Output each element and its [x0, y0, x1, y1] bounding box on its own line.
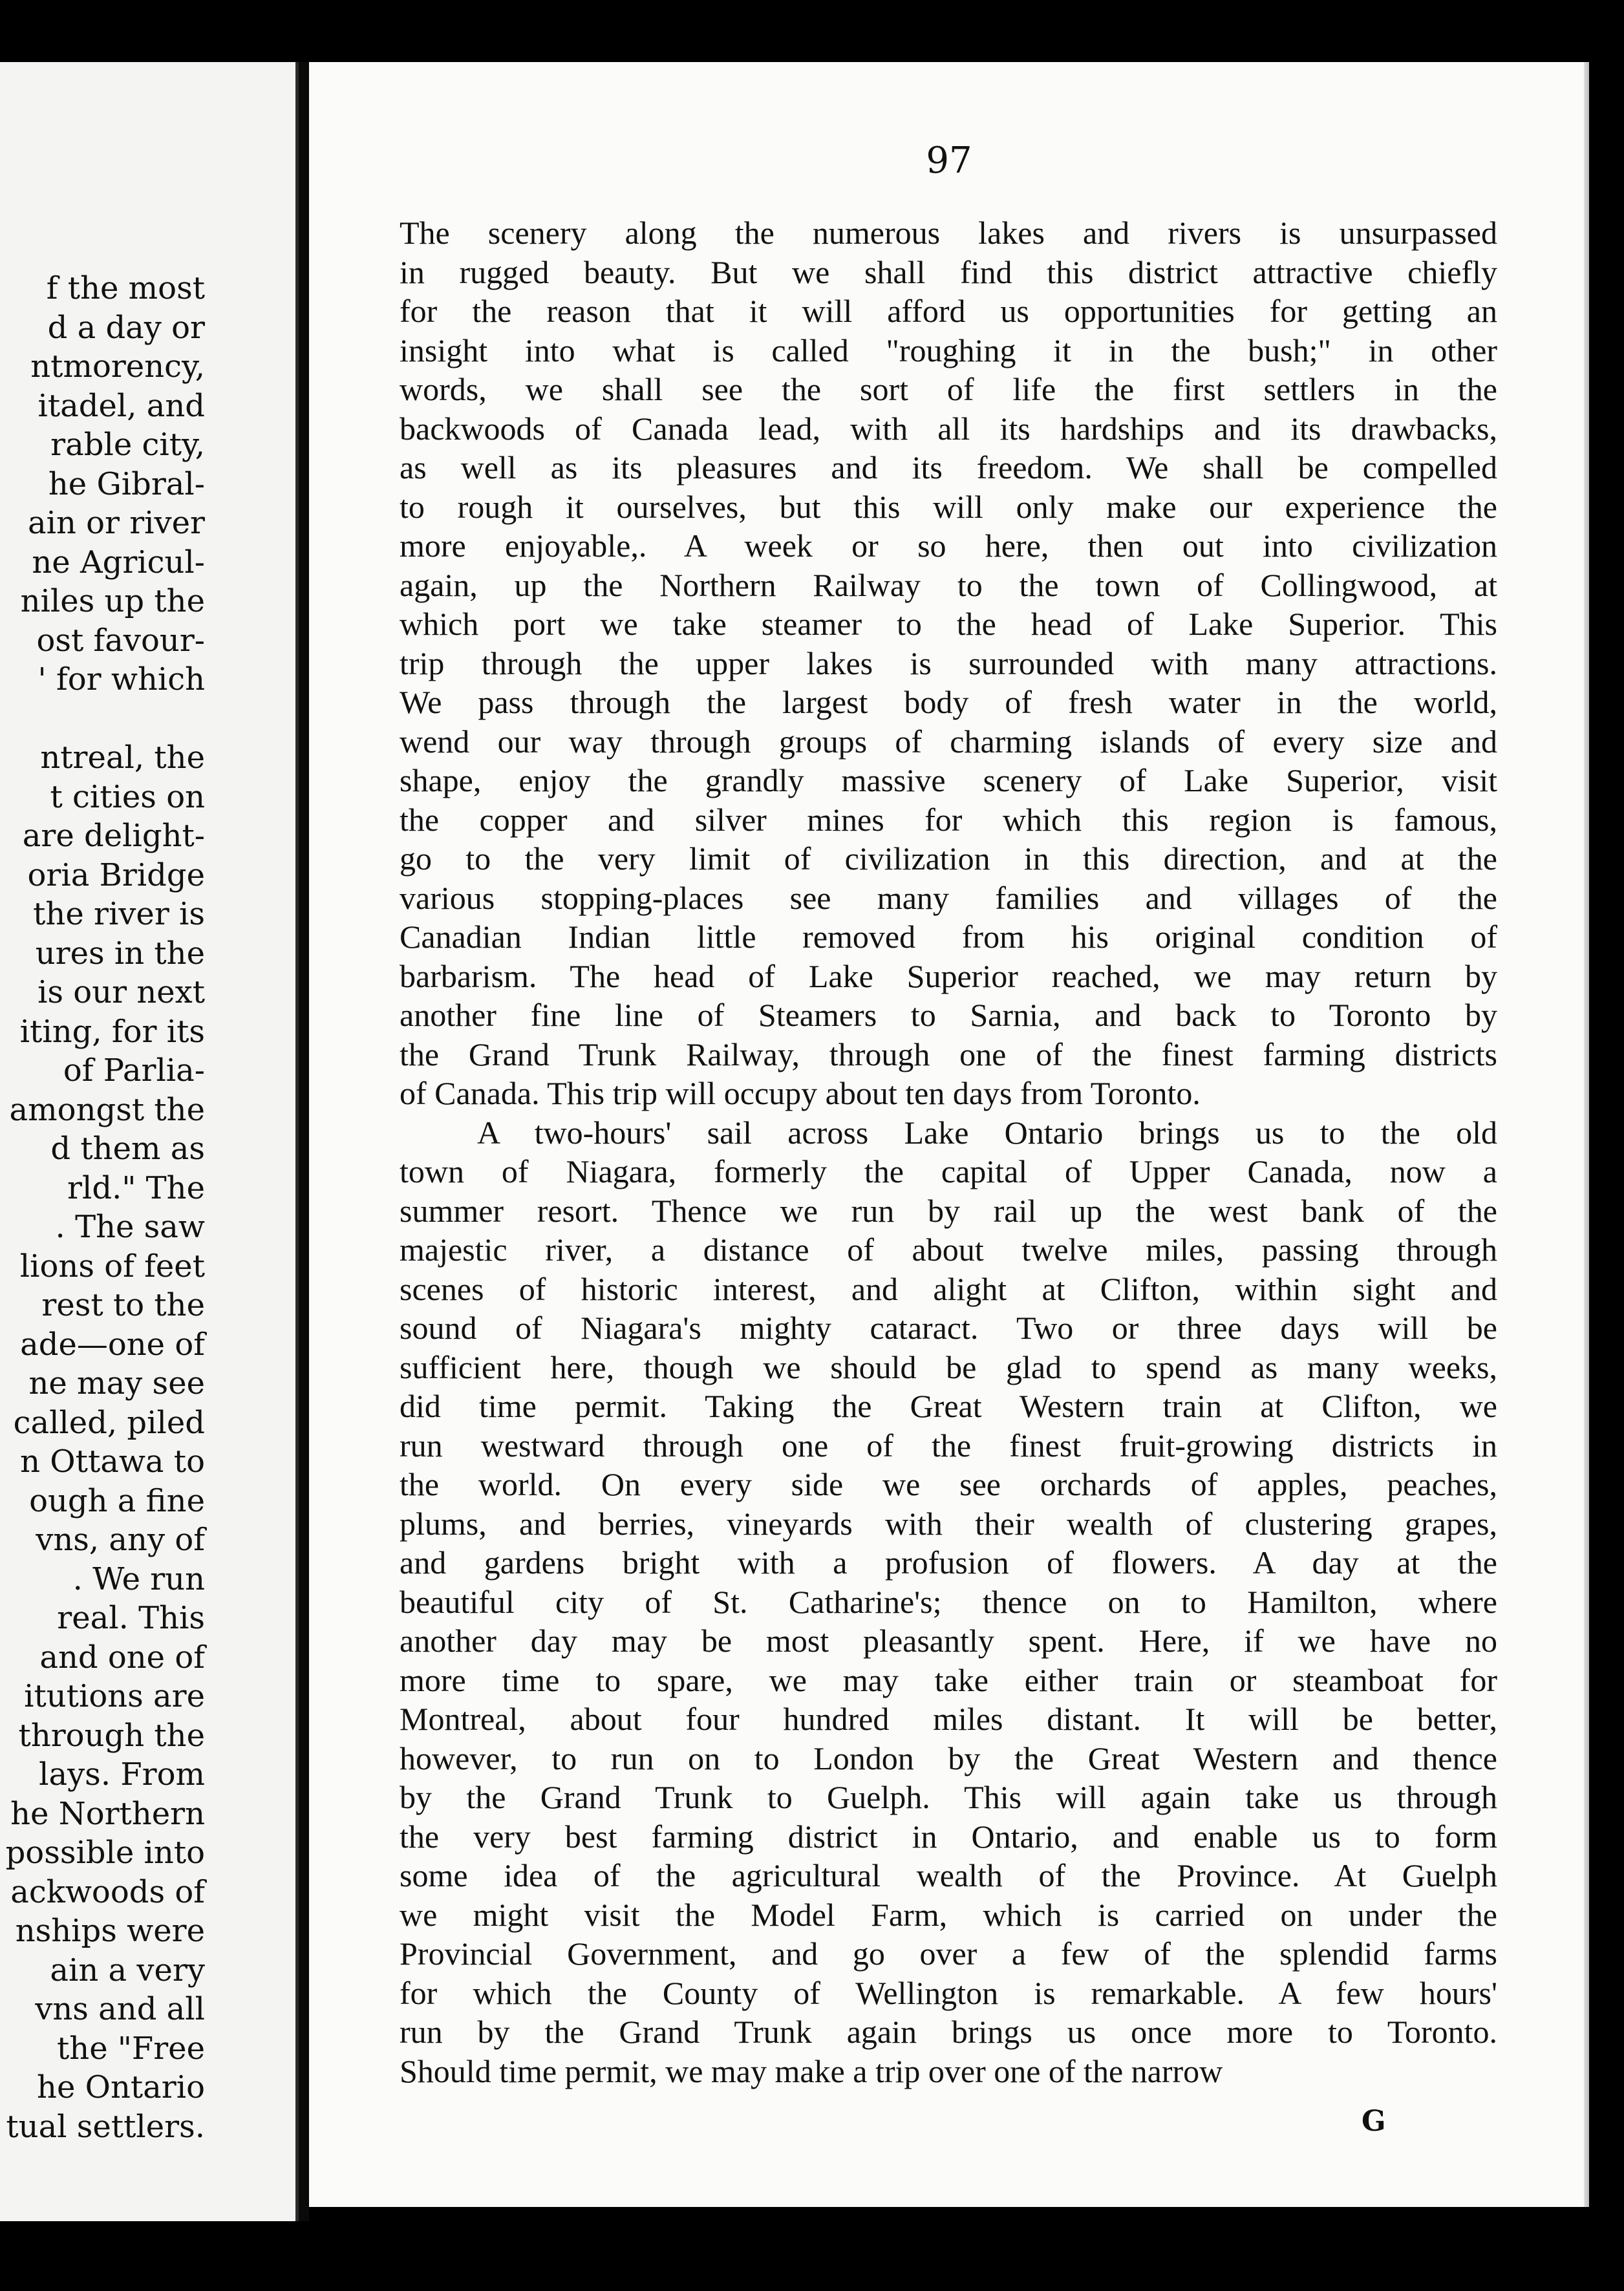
left-text-line: d a day or	[47, 309, 205, 346]
left-text-line: ackwoods of	[10, 1873, 205, 1910]
body-text-line: Provincial Government, and go over a few of the splendid farms	[400, 1935, 1497, 1972]
left-text-line: the river is	[33, 896, 205, 932]
body-text-line: Should time permit, we may make a trip over one of the narrow	[400, 2052, 1223, 2089]
body-text-line: more time to spare, we may take either train or steamboat for	[400, 1661, 1497, 1698]
body-text-line: wend our way through groups of charming islands of every size and	[400, 723, 1497, 760]
body-text-line: trip through the upper lakes is surrounded with many attractions.	[400, 645, 1497, 681]
body-text-line: scenes of historic interest, and alight at Clifton, within sight and	[400, 1270, 1497, 1307]
left-text-line: niles up the	[20, 583, 205, 619]
body-text-line: another fine line of Steamers to Sarnia, and back to Toronto by	[400, 997, 1497, 1033]
body-text-line: to rough it ourselves, but this will only make our experience the	[400, 488, 1497, 525]
left-text-line: is our next	[37, 974, 205, 1010]
left-text-line: called, piled	[13, 1404, 205, 1441]
body-text-line: barbarism. The head of Lake Superior reached, we may return by	[400, 957, 1497, 994]
left-text-line: he Gibral-	[48, 465, 205, 502]
body-text-line: majestic river, a distance of about twelve miles, passing through	[400, 1231, 1497, 1268]
right-page-edge	[1584, 62, 1589, 2207]
body-text-line: for the reason that it will afford us opportunities for getting an	[400, 293, 1497, 329]
left-text-line: . The saw	[55, 1209, 205, 1245]
body-text-line: Canadian Indian little removed from his original condition of	[400, 919, 1497, 955]
left-text-line: ntmorency,	[30, 348, 205, 385]
body-text-line: sound of Niagara's mighty cataract. Two or three days will be	[400, 1310, 1497, 1346]
left-text-line: ain a very	[50, 1952, 205, 1988]
body-text-line: the copper and silver mines for which this region is famous,	[400, 801, 1497, 838]
left-text-line: n Ottawa to	[20, 1444, 205, 1480]
left-text-line: ough a fine	[29, 1482, 205, 1519]
body-text-line: the Grand Trunk Railway, through one of the finest farming districts	[400, 1036, 1497, 1072]
body-text-line: the very best farming district in Ontario, and enable us to form	[400, 1818, 1497, 1855]
body-text-line: and gardens bright with a profusion of flowers. A day at the	[400, 1544, 1497, 1581]
body-text-line: A two-hours' sail across Lake Ontario brings us to the old	[477, 1114, 1497, 1151]
left-text-line: real. This	[57, 1600, 205, 1636]
left-text-line: possible into	[5, 1835, 205, 1871]
left-text-line: he Ontario	[37, 2069, 205, 2105]
left-text-line: nships were	[15, 1913, 205, 1949]
body-text-line: summer resort. Thence we run by rail up the west bank of the	[400, 1192, 1497, 1229]
page-number: 97	[926, 140, 972, 182]
body-text-line: plums, and berries, vineyards with their wealth of clustering grapes,	[400, 1505, 1497, 1542]
body-text-line: we might visit the Model Farm, which is carried on under the	[400, 1896, 1497, 1933]
left-text-line: f the most	[46, 270, 205, 306]
left-text-line: through the	[18, 1717, 205, 1754]
left-page-fragment	[0, 62, 299, 2221]
left-text-line: itadel, and	[37, 387, 205, 424]
book-gutter	[299, 62, 309, 2221]
left-text-line: tual settlers.	[6, 2108, 205, 2145]
body-text-line: town of Niagara, formerly the capital of Upper Canada, now a	[400, 1153, 1497, 1189]
left-text-line: the "Free	[56, 2030, 205, 2067]
left-text-line: and one of	[39, 1639, 205, 1676]
body-text-line: some idea of the agricultural wealth of the Province. At Guelph	[400, 1857, 1497, 1893]
left-text-line: . We run	[72, 1561, 205, 1597]
left-text-line: ne Agricul-	[32, 544, 205, 581]
left-text-line: iting, for its	[19, 1013, 205, 1050]
left-text-line: lays. From	[39, 1756, 205, 1793]
left-text-line: rld." The	[67, 1169, 205, 1206]
body-text-line: various stopping-places see many families and villages of the	[400, 879, 1497, 916]
left-text-line: he Northern	[10, 1795, 205, 1832]
body-text-line: did time permit. Taking the Great Western train at Clifton, we	[400, 1388, 1497, 1424]
left-text-line: lions of feet	[19, 1248, 205, 1284]
right-page	[309, 62, 1589, 2207]
body-text-line: the world. On every side we see orchards of apples, peaches,	[400, 1466, 1497, 1502]
page-body-text	[400, 213, 1497, 2091]
left-text-line	[1, 699, 299, 739]
body-text-line: beautiful city of St. Catharine's; thence on to Hamilton, where	[400, 1583, 1497, 1620]
left-text-line: ne may see	[28, 1365, 205, 1401]
body-text-line: for which the County of Wellington is remarkable. A few hours'	[400, 1974, 1497, 2011]
left-text-line: rest to the	[41, 1287, 205, 1323]
left-text-line: of Parlia-	[63, 1052, 205, 1089]
body-text-line: go to the very limit of civilization in this direction, and at the	[400, 840, 1497, 877]
body-text-line: of Canada. This trip will occupy about ten days from Toronto.	[400, 1075, 1201, 1111]
left-text-line: vns, any of	[36, 1522, 205, 1558]
body-text-line: sufficient here, though we should be glad to spend as many weeks,	[400, 1348, 1497, 1385]
left-text-line: d them as	[50, 1131, 205, 1167]
body-text-line: run by the Grand Trunk again brings us once more to Toronto.	[400, 2014, 1497, 2050]
left-text-line: vns and all	[35, 1991, 205, 2027]
body-text-line: Montreal, about four hundred miles distant. It will be better,	[400, 1701, 1497, 1737]
body-text-line: which port we take steamer to the head of Lake Superior. This	[400, 606, 1497, 642]
body-text-line: again, up the Northern Railway to the town of Collingwood, at	[400, 566, 1497, 603]
left-text-line: ures in the	[35, 935, 205, 972]
body-text-line: by the Grand Trunk to Guelph. This will again take us through	[400, 1779, 1497, 1815]
left-text-line: t cities on	[50, 778, 205, 815]
left-page-text	[1, 269, 299, 2146]
body-text-line: in rugged beauty. But we shall find this district attractive chiefly	[400, 253, 1497, 290]
left-text-line: ntreal, the	[40, 740, 205, 776]
body-text-line: more enjoyable,. A week or so here, then out into civilization	[400, 527, 1497, 564]
left-text-line: ost favour-	[36, 622, 205, 659]
body-text-line: backwoods of Canada lead, with all its hardships and its drawbacks,	[400, 410, 1497, 447]
body-text-line: words, we shall see the sort of life the first settlers in the	[400, 371, 1497, 407]
body-text-line: however, to run on to London by the Great Western and thence	[400, 1740, 1497, 1776]
left-text-line: oria Bridge	[27, 857, 205, 893]
body-text-line: as well as its pleasures and its freedom. We shall be compelled	[400, 449, 1497, 485]
left-text-line: ade—one of	[20, 1326, 205, 1363]
body-text-line: another day may be most pleasantly spent. Here, if we have no	[400, 1623, 1497, 1659]
left-text-line: ' for which	[37, 661, 205, 698]
left-text-line: amongst the	[9, 1091, 205, 1128]
body-text-line: run westward through one of the finest fruit-growing districts in	[400, 1427, 1497, 1464]
body-text-line: insight into what is called "roughing it in the bush;" in other	[400, 332, 1497, 368]
left-text-line: rable city,	[50, 427, 205, 463]
body-text-line: We pass through the largest body of fresh water in the world,	[400, 684, 1497, 720]
left-text-line: itutions are	[24, 1678, 205, 1714]
body-text-line: The scenery along the numerous lakes and rivers is unsurpassed	[400, 215, 1497, 251]
body-text-line: shape, enjoy the grandly massive scenery of Lake Superior, visit	[400, 762, 1497, 798]
left-text-line: are delight-	[22, 818, 205, 854]
left-text-line: ain or river	[27, 505, 205, 541]
printer-signature-mark: G	[1362, 2105, 1386, 2138]
